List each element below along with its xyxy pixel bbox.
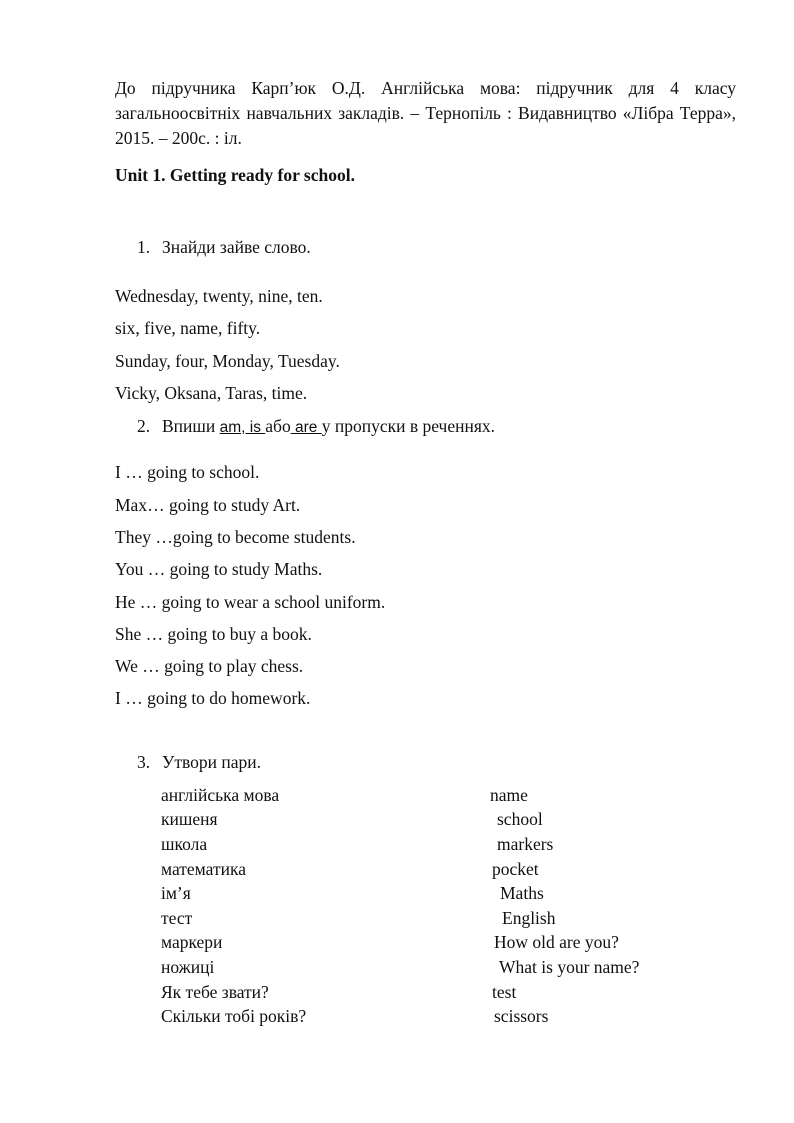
task2-line: Max… going to study Art. [115, 495, 301, 515]
pair-left-item: Як тебе звати? [161, 982, 269, 1002]
task2-line: They …going to become students. [115, 527, 356, 547]
task2-line: I … going to school. [115, 462, 260, 482]
unit-title: Unit 1. Getting ready for school. [115, 165, 355, 185]
task2-underlined-am-is: am, is [219, 419, 266, 436]
pair-right-item: pocket [492, 859, 539, 879]
task2-title-rest: у пропуски в реченнях. [321, 416, 496, 436]
pair-right-item: What is your name? [499, 957, 640, 977]
book-reference: До підручника Карп’юк О.Д. Англійська мова: підручник для 4 класу загальноосвітніх навчальних закладів. – Тернопіль : Видавництво «Лібра Терра», 2015. – 200с. : іл. [115, 78, 736, 148]
task1-line: Wednesday, twenty, nine, ten. [115, 286, 323, 306]
task2-title [162, 418, 495, 436]
pair-left-item: ім’я [161, 883, 191, 903]
task2-line: I … going to do homework. [115, 688, 311, 708]
pair-right-item: name [490, 785, 528, 805]
pair-left-item: англійська мова [161, 785, 280, 805]
task1-line: Vicky, Oksana, Taras, time. [115, 383, 308, 403]
pair-left-item: математика [161, 859, 246, 879]
task3-number: 3. [137, 752, 151, 772]
pair-left-item: школа [161, 834, 208, 854]
pair-right-item: school [497, 809, 543, 829]
pair-right-item: English [502, 908, 556, 928]
task2-underlined-are: are [290, 419, 322, 436]
task2-title-text: Впиши [162, 416, 220, 436]
pair-right-item: How old are you? [494, 932, 619, 952]
task2-number: 2. [137, 416, 151, 436]
pair-right-item: markers [497, 834, 554, 854]
pair-right-item: scissors [494, 1006, 549, 1026]
pair-left-item: тест [161, 908, 193, 928]
pair-right-item: Maths [500, 883, 544, 903]
task2-line: You … going to study Maths. [115, 559, 323, 579]
task1-number: 1. [137, 237, 151, 257]
task2-line: She … going to buy a book. [115, 624, 312, 644]
pair-left-item: Скільки тобі років? [161, 1006, 307, 1026]
pair-left-item: маркери [161, 932, 223, 952]
task2-line: He … going to wear a school uniform. [115, 592, 386, 612]
pair-right-item: test [492, 982, 517, 1002]
task2-title-abo: або [265, 416, 291, 436]
task1-line: six, five, name, fifty. [115, 318, 261, 338]
task3-title: Утвори пари. [162, 752, 262, 772]
task1-line: Sunday, four, Monday, Tuesday. [115, 351, 340, 371]
pair-left-item: ножиці [161, 957, 215, 977]
pair-left-item: кишеня [161, 809, 218, 829]
task1-title: Знайди зайве слово. [162, 237, 311, 257]
task2-line: We … going to play chess. [115, 656, 304, 676]
